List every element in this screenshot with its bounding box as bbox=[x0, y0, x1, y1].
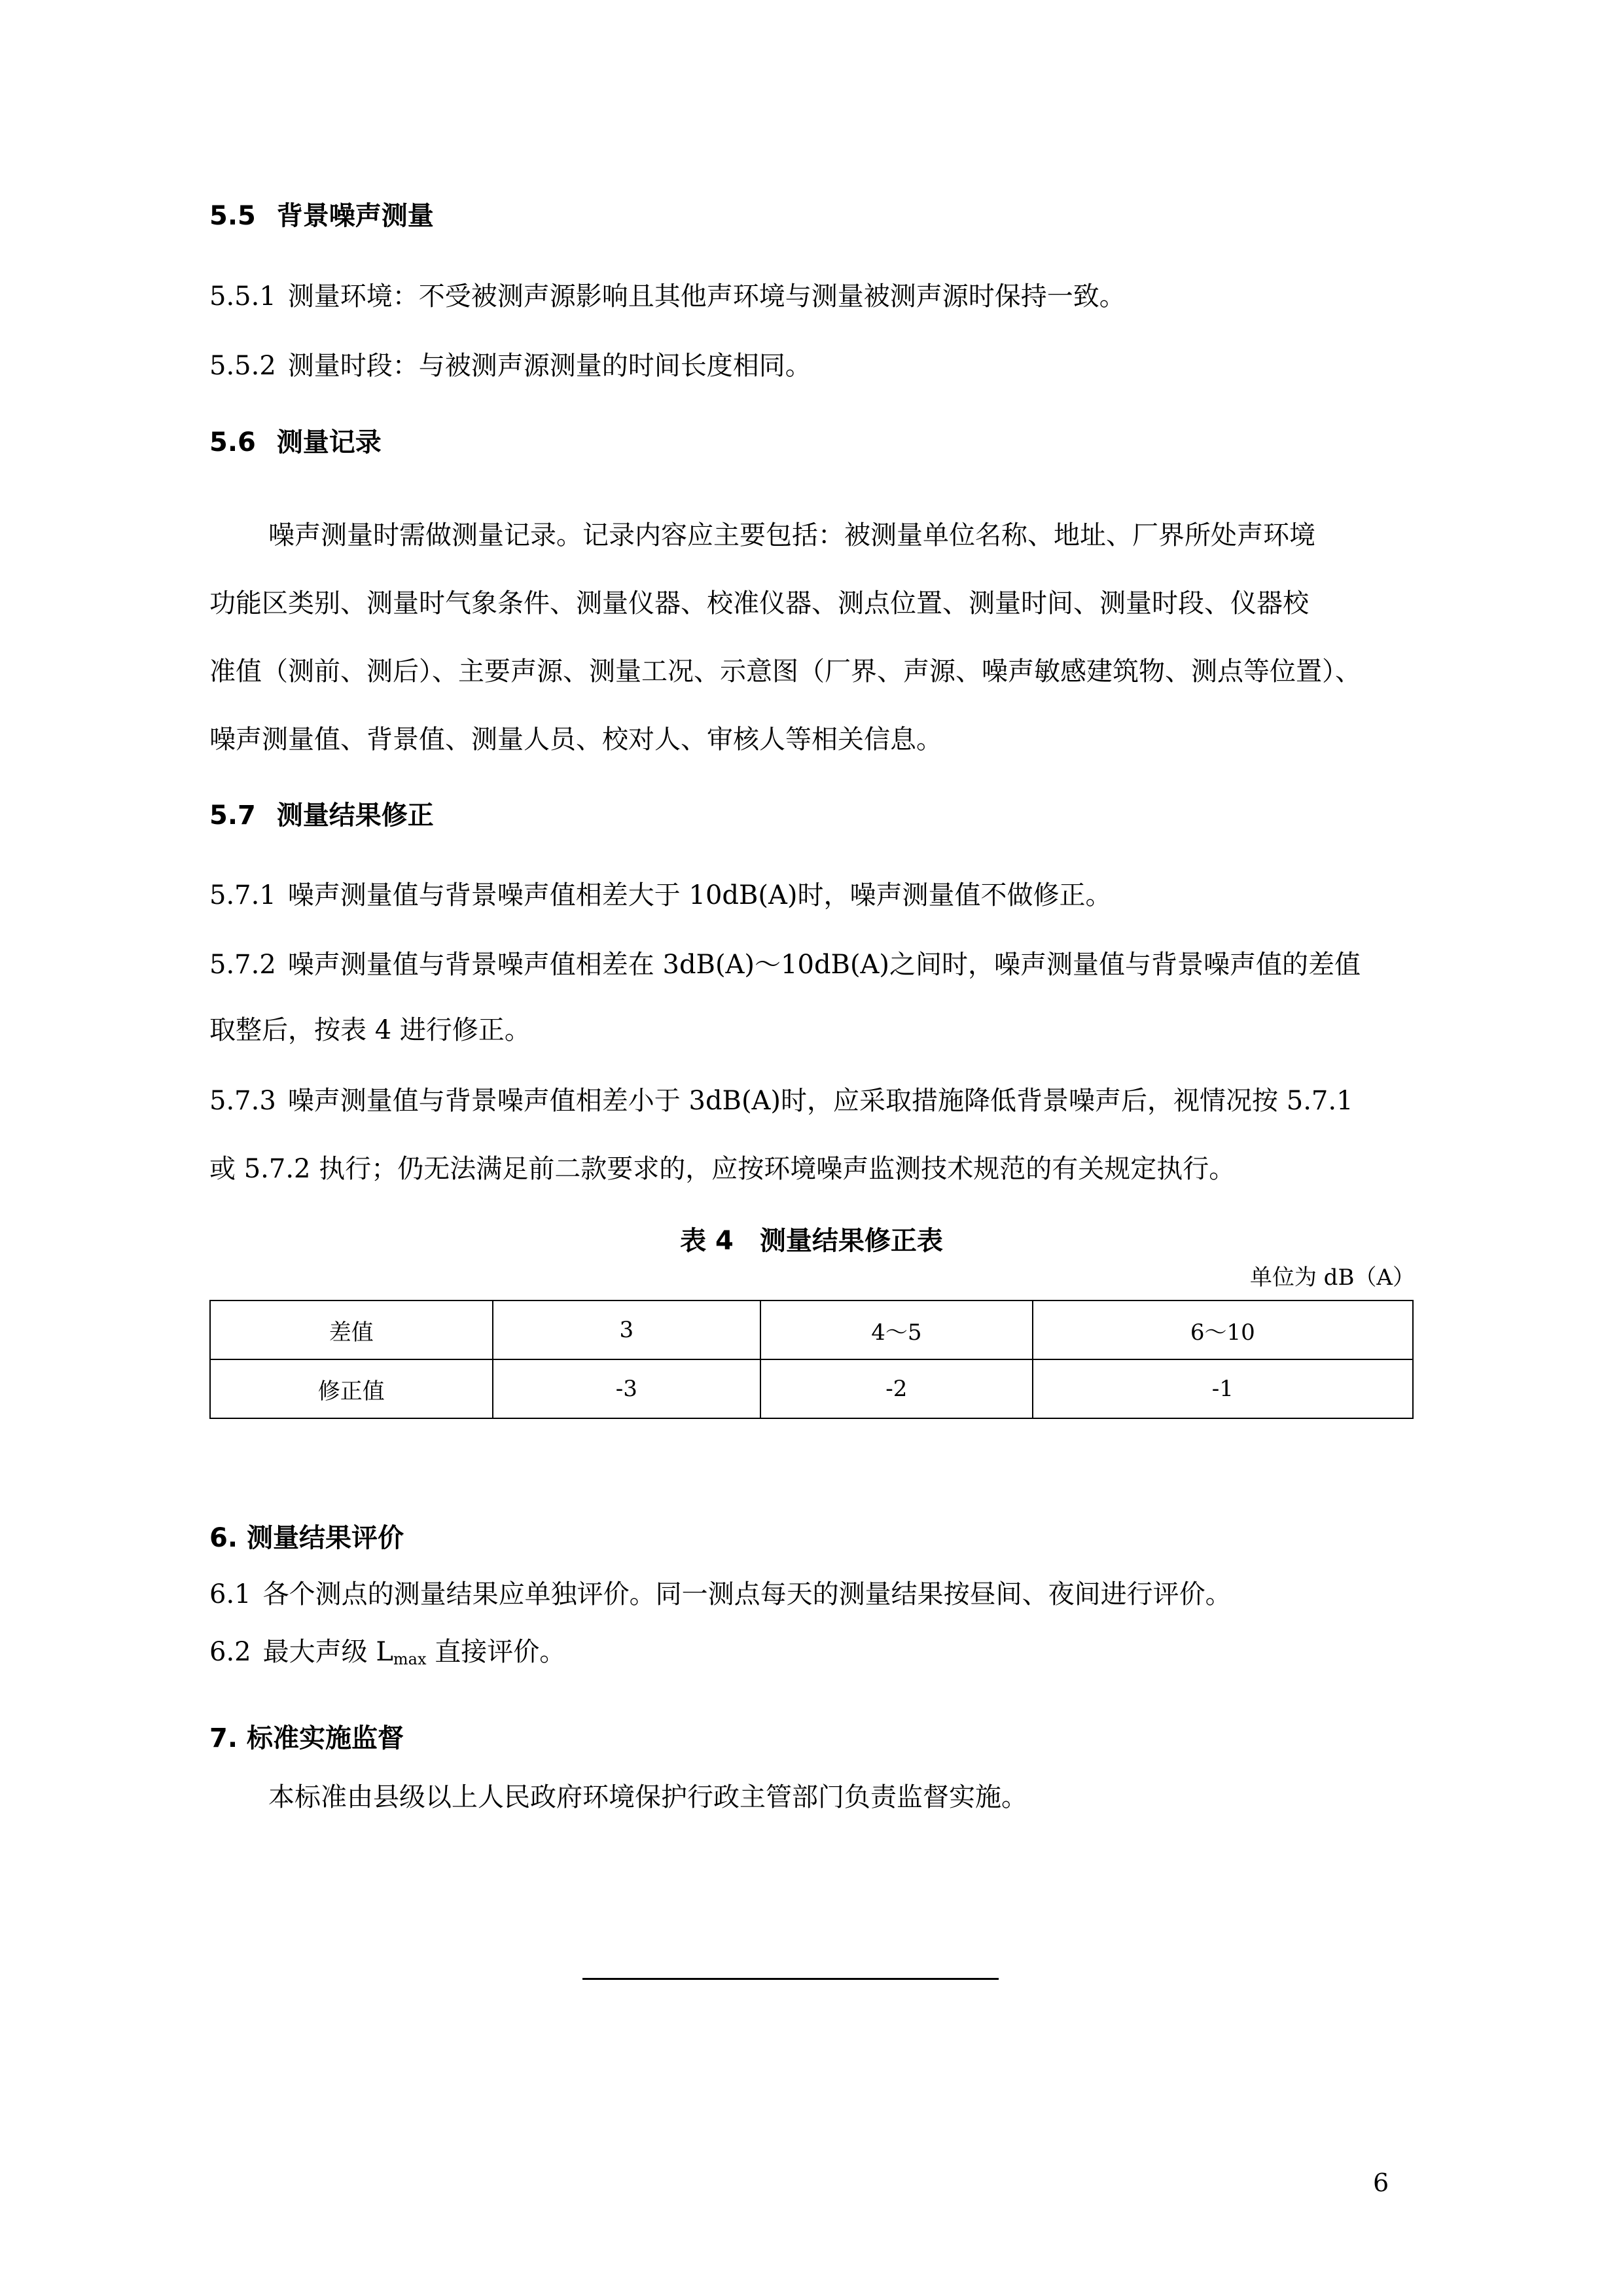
clause-text-pre: 最大声级 L bbox=[262, 1637, 393, 1667]
section-7-paragraph: 本标准由县级以上人民政府环境保护行政主管部门负责监督实施。 bbox=[268, 1782, 1027, 1812]
table-cell: -2 bbox=[760, 1359, 1033, 1418]
section-6-heading: 6. 测量结果评价 bbox=[209, 1523, 404, 1553]
table-unit-note: 单位为 dB（A） bbox=[1249, 1265, 1415, 1291]
clause-text: 测量时段：与被测声源测量的时间长度相同。 bbox=[287, 351, 812, 381]
table-row bbox=[210, 1300, 1413, 1359]
table-cell: -1 bbox=[1033, 1359, 1413, 1418]
table-caption: 表 4 测量结果修正表 bbox=[680, 1226, 943, 1256]
clause-5-7-3-continued: 或 5.7.2 执行；仍无法满足前二款要求的，应按环境噪声监测技术规范的有关规定执行。 bbox=[209, 1154, 1236, 1184]
clause-text: 测量环境：不受被测声源影响且其他声环境与测量被测声源时保持一致。 bbox=[287, 281, 1126, 312]
section-5-5-heading bbox=[209, 198, 434, 234]
clause-6-1 bbox=[209, 1576, 1232, 1613]
paragraph-line: 功能区类别、测量时气象条件、测量仪器、校准仪器、测点位置、测量时间、测量时段、仪器校 bbox=[209, 588, 1309, 619]
paragraph-line: 噪声测量时需做测量记录。记录内容应主要包括：被测量单位名称、地址、厂界所处声环境 bbox=[268, 520, 1315, 550]
clause-text: 噪声测量值与背景噪声值相差大于 10dB(A)时，噪声测量值不做修正。 bbox=[287, 880, 1112, 910]
clause-number: 5.5.2 bbox=[209, 351, 276, 381]
section-7-heading: 7. 标准实施监督 bbox=[209, 1723, 404, 1753]
clause-5-5-1 bbox=[209, 278, 1126, 315]
clause-5-7-2 bbox=[209, 946, 1361, 983]
section-number: 5.5 bbox=[209, 201, 256, 231]
table-cell: 差值 bbox=[210, 1300, 493, 1359]
paragraph-line: 准值（测前、测后）、主要声源、测量工况、示意图（厂界、声源、噪声敏感建筑物、测点等位置）、 bbox=[209, 656, 1361, 687]
section-title: 测量记录 bbox=[276, 427, 382, 457]
table-cell: 3 bbox=[493, 1300, 761, 1359]
clause-number: 5.7.1 bbox=[209, 880, 276, 910]
paragraph-line: 噪声测量值、背景值、测量人员、校对人、审核人等相关信息。 bbox=[209, 725, 942, 755]
table-cell: 4～5 bbox=[760, 1300, 1033, 1359]
clause-text: 噪声测量值与背景噪声值相差小于 3dB(A)时，应采取措施降低背景噪声后，视情况按 5.7.1 bbox=[287, 1086, 1353, 1116]
table-cell: 6～10 bbox=[1033, 1300, 1413, 1359]
clause-text-post: 直接评价。 bbox=[426, 1637, 566, 1667]
table-row bbox=[210, 1359, 1413, 1418]
clause-5-7-2-continued: 取整后，按表 4 进行修正。 bbox=[209, 1015, 531, 1045]
clause-number: 5.5.1 bbox=[209, 281, 276, 312]
correction-table bbox=[209, 1300, 1414, 1419]
section-number: 5.7 bbox=[209, 800, 256, 831]
section-number: 5.6 bbox=[209, 427, 256, 457]
page-number: 6 bbox=[1373, 2168, 1389, 2197]
clause-6-2 bbox=[209, 1634, 565, 1677]
clause-5-7-3 bbox=[209, 1083, 1353, 1119]
subscript-max: max bbox=[393, 1650, 427, 1668]
clause-text: 噪声测量值与背景噪声值相差在 3dB(A)～10dB(A)之间时，噪声测量值与背景噪声值的差值 bbox=[287, 950, 1361, 980]
clause-5-5-2 bbox=[209, 348, 812, 384]
section-5-7-heading bbox=[209, 797, 434, 834]
clause-number: 5.7.2 bbox=[209, 950, 276, 980]
table-cell: 修正值 bbox=[210, 1359, 493, 1418]
clause-5-7-1 bbox=[209, 877, 1112, 914]
clause-number: 6.1 bbox=[209, 1579, 251, 1609]
section-5-6-heading bbox=[209, 424, 382, 461]
clause-number: 6.2 bbox=[209, 1637, 251, 1667]
clause-number: 5.7.3 bbox=[209, 1086, 276, 1116]
section-title: 背景噪声测量 bbox=[276, 201, 434, 231]
table-cell: -3 bbox=[493, 1359, 761, 1418]
end-rule bbox=[582, 1978, 999, 1980]
section-title: 测量结果修正 bbox=[276, 800, 434, 831]
clause-text: 各个测点的测量结果应单独评价。同一测点每天的测量结果按昼间、夜间进行评价。 bbox=[262, 1579, 1232, 1609]
